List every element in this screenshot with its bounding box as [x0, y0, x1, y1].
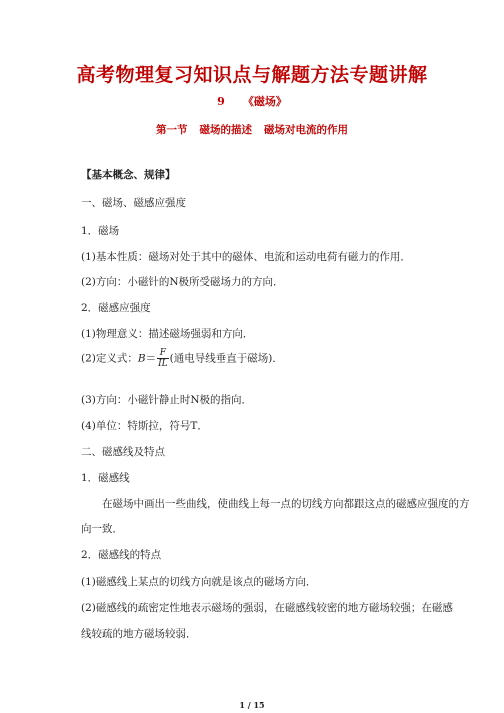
heading-magnetic-field: 一、磁场、磁感应强度 [81, 197, 186, 209]
item-density-2: 线较疏的地方磁场较弱． [81, 628, 197, 640]
formula-variable-b: B [137, 352, 146, 365]
item-physical-meaning: (1)物理意义：描述磁场强弱和方向． [81, 328, 254, 340]
formula-denominator: IL [158, 359, 168, 369]
item-definition-formula [81, 348, 283, 369]
paragraph-field-lines-1: 在磁场中画出一些曲线，使曲线上每一点的切线方向都跟这点的磁感应强度的方 [102, 498, 470, 510]
section-heading [0, 122, 504, 137]
basic-concepts-heading: 【基本概念、规律】 [81, 169, 176, 181]
item-unit: (4)单位：特斯拉，符号T． [81, 420, 208, 432]
formula-prefix: (2)定义式： [81, 352, 138, 365]
item-density-1: (2)磁感线的疏密定性地表示磁场的强弱，在磁感线较密的地方磁场较强；在磁感 [81, 602, 453, 614]
item-direction: (2)方向：小磁针的N极所受磁场力的方向． [81, 276, 284, 288]
item-tangent-direction: (1)磁感线上某点的切线方向就是该点的磁场方向． [81, 576, 317, 588]
item-direction-needle: (3)方向：小磁针静止时N极的指向． [81, 394, 253, 406]
chapter-heading [0, 93, 504, 109]
chapter-name: 《磁场》 [242, 95, 287, 108]
section-part2: 磁场的描述 [199, 124, 252, 136]
formula-equals: ＝ [145, 352, 157, 365]
document-title: 高考物理复习知识点与解题方法专题讲解 [76, 64, 428, 86]
page-number: 1 / 15 [239, 700, 265, 710]
item-field-line-features: 2．磁感线的特点 [81, 549, 162, 561]
formula-suffix: (通电导线垂直于磁场)． [169, 352, 283, 365]
formula-numerator: F [157, 348, 169, 359]
item-induction: 2．磁感应强度 [81, 302, 151, 314]
heading-field-lines: 二、磁感线及特点 [81, 446, 165, 458]
paragraph-field-lines-2: 向一致． [81, 523, 123, 535]
section-part3: 磁场对电流的作用 [264, 124, 348, 136]
chapter-number: 9 [217, 95, 225, 108]
item-field-lines: 1．磁感线 [81, 472, 130, 484]
section-part1: 第一节 [156, 124, 188, 136]
formula-fraction [157, 348, 169, 369]
item-basic-property: (1)基本性质：磁场对处于其中的磁体、电流和运动电荷有磁力的作用． [81, 251, 411, 263]
item-magnetic-field: 1．磁场 [81, 225, 120, 237]
